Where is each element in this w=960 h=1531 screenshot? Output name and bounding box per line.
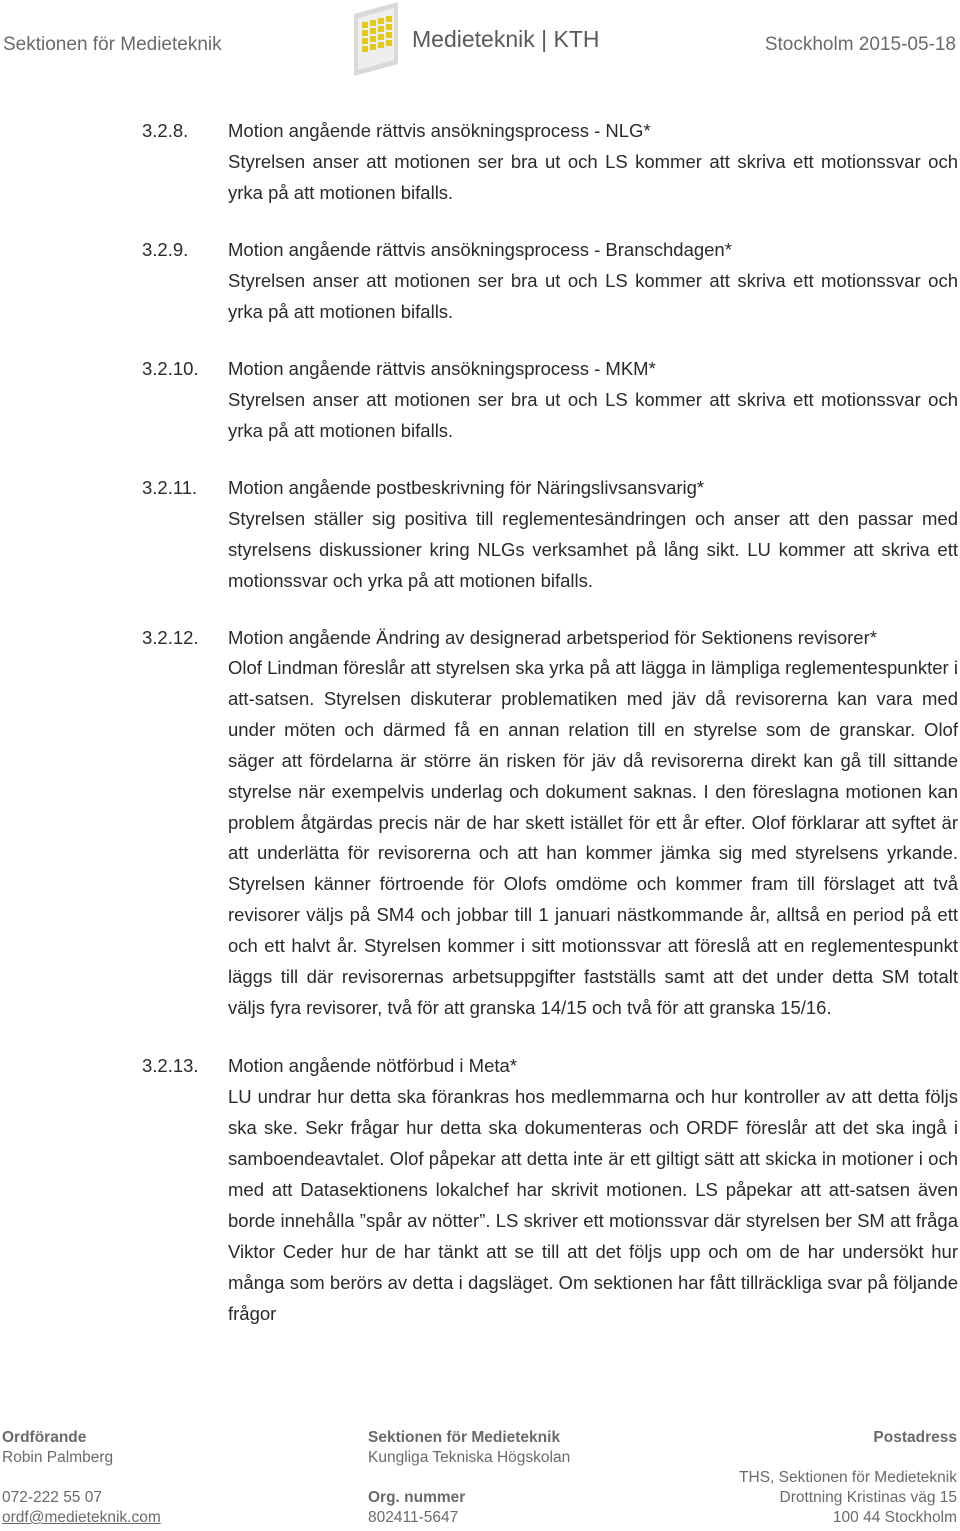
item-body: Styrelsen anser att motionen ser bra ut och LS kommer att skriva ett motionssvar och yrka på att motionen bifalls.	[228, 151, 958, 203]
header-section-name: Sektionen för Medieteknik	[3, 34, 222, 55]
item-number: 3.2.12.	[142, 627, 199, 648]
header-place-date: Stockholm 2015-05-18	[764, 34, 956, 55]
item-number: 3.2.13.	[142, 1054, 199, 1076]
item-number: 3.2.9.	[142, 239, 189, 260]
footer-address-column	[657, 1428, 957, 1528]
item-body: Styrelsen anser att motionen ser bra ut och LS kommer att skriva ett motionssvar och yrka på att motionen bifalls.	[228, 389, 958, 441]
footer-chair-column	[2, 1428, 302, 1528]
footer-address-line: Drottning Kristinas väg 15	[779, 1489, 957, 1506]
item-body: Styrelsen ställer sig positiva till reglementesändringen och anser att den passar med styrelsens diskussioner kring NLGs verksamhet på lång sikt. LU kommer att skriva ett motionssvar och yrka på att motionen bifalls.	[228, 508, 958, 591]
footer-phone: 072-222 55 07	[2, 1489, 102, 1506]
item-title: Motion angående rättvis ansökningsprocess - NLG*	[228, 120, 651, 141]
motion-item	[0, 1050, 960, 1329]
page-footer	[0, 1428, 960, 1531]
item-body: Olof Lindman föreslår att styrelsen ska yrka på att lägga in lämpliga reglementespunkter i att-satsen. Styrelsen diskuterar problematiken med jäv då revisorerna kan vara med under möten och därmed få en annan relation till en styrelse som de granskar. Olof säger att fördelarna är större än risken för jäv då revisorerna direkt kan gå till sittande styrelse när exempelvis underlag och dokument saknas. I den föreslagna motionen kan problem åtgärdas precis när de har skett istället för ett år efter. Olof förklarar att syftet är att underlätta för revisorerna och att han kommer jämka sig med styrelsens yrkande. Styrelsen känner förtroende för Olofs omdöme och kommer fram till förslaget att två revisorer väljs på SM4 och jobbar till 1 januari nästkommande år, alltså en period på ett och ett halvt år. Styrelsen kommer i sitt motionssvar att föreslå att en reglementespunkt läggs till där revisorernas arbetsuppgifter fastställs samt att det under detta SM totalt väljs fyra revisorer, två för att granska 14/15 och två för att granska 15/16.	[228, 657, 958, 1018]
motion-item	[0, 472, 960, 596]
footer-heading: Sektionen för Medieteknik	[368, 1429, 561, 1446]
motion-item	[0, 115, 960, 208]
footer-address-line: 100 44 Stockholm	[832, 1509, 957, 1526]
item-title: Motion angående postbeskrivning för Näringslivsansvarig*	[228, 477, 705, 498]
item-title: Motion angående rättvis ansökningsprocess - Branschdagen*	[228, 239, 732, 260]
item-title: Motion angående Ändring av designerad arbetsperiod för Sektionens revisorer*	[228, 627, 877, 648]
footer-org-number: 802411-5647	[368, 1509, 459, 1526]
footer-org-column	[368, 1428, 668, 1528]
brand-name: Medieteknik | KTH	[412, 26, 600, 52]
footer-heading: Ordförande	[2, 1429, 87, 1446]
footer-org-number-label: Org. nummer	[368, 1489, 466, 1506]
motion-item	[0, 234, 960, 327]
item-title: Motion angående rättvis ansökningsprocess - MKM*	[228, 358, 656, 379]
item-number: 3.2.11.	[142, 477, 198, 498]
item-title: Motion angående nötförbud i Meta*	[228, 1054, 518, 1076]
motion-list	[0, 115, 960, 1355]
item-body: LU undrar hur detta ska förankras hos medlemmarna och hur kontroller av att detta följs ska ske. Sekr frågar hur detta ska dokumenteras och ORDF föreslår att det ska ingå i samboendeavtalet. Olof påpekar att detta inte är ett giltigt sätt att skicka in motioner i och med att Datasektionens lokalchef har skrivit motionen. LS påpekar att att-satsen även borde innehålla ”spår av nötter”. LS skriver ett motionssvar där styrelsen ber SM att fråga Viktor Ceder hur de har tänkt att se till att det följs upp och om de har undersökt hur många som berörs av detta i dagsläget. Om sektionen har fått tillräckliga svar på följande frågor	[228, 1085, 958, 1324]
item-number: 3.2.10.	[142, 358, 199, 379]
footer-email-link[interactable]: ordf@medieteknik.com	[2, 1509, 161, 1526]
footer-university: Kungliga Tekniska Högskolan	[368, 1449, 571, 1466]
motion-item	[0, 622, 960, 1024]
page-header	[0, 0, 960, 90]
footer-heading: Postadress	[873, 1429, 957, 1446]
footer-address-line: THS, Sektionen för Medieteknik	[739, 1469, 957, 1486]
motion-item	[0, 353, 960, 446]
item-body: Styrelsen anser att motionen ser bra ut och LS kommer att skriva ett motionssvar och yrka på att motionen bifalls.	[228, 270, 958, 322]
footer-chair-name: Robin Palmberg	[2, 1449, 114, 1466]
item-number: 3.2.8.	[142, 120, 189, 141]
medieteknik-logo-icon	[340, 2, 415, 77]
